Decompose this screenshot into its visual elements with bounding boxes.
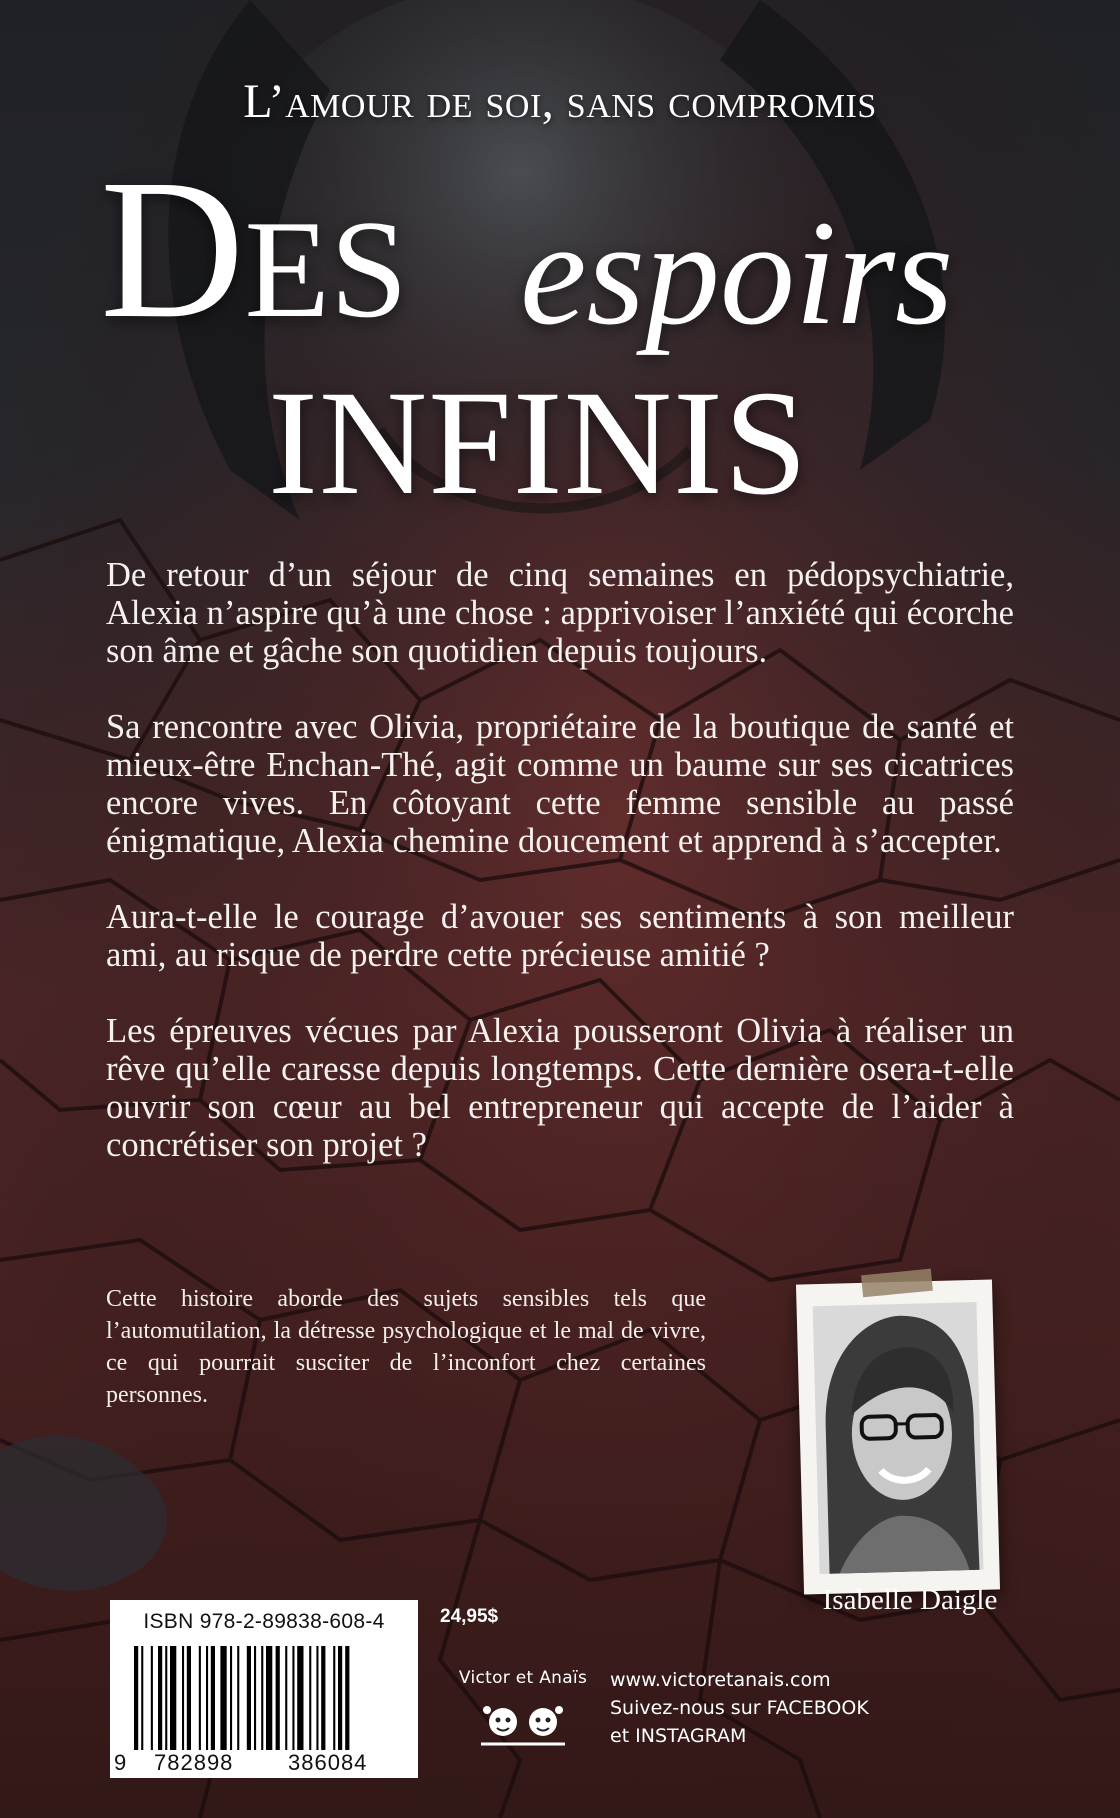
publisher-logo xyxy=(453,1668,593,1768)
title-word-espoirs: espoirs xyxy=(520,190,954,356)
social-line: et INSTAGRAM xyxy=(610,1725,747,1747)
synopsis-paragraph: Les épreuves vécues par Alexia pousseront Olivia à réaliser un rêve qu’elle caresse depuis longtemps. Cette dernière osera-t-elle ouvrir son cœur au bel entrepreneur qui accepte de l’aider à concrétiser son projet ? xyxy=(106,1012,1014,1164)
barcode-bar xyxy=(230,1646,232,1750)
barcode-bar xyxy=(297,1646,303,1750)
barcode-bar xyxy=(199,1646,201,1750)
publisher-website-link[interactable]: www.victoretanais.com xyxy=(610,1669,831,1691)
barcode-bar xyxy=(237,1646,239,1750)
barcode-bar xyxy=(333,1646,335,1750)
barcode-bar xyxy=(292,1646,294,1750)
barcode-bar xyxy=(309,1646,311,1750)
publisher-mascot-icon xyxy=(473,1700,573,1748)
isbn-label: ISBN 978-2-89838-608-4 xyxy=(143,1610,385,1633)
barcode-bar xyxy=(165,1646,167,1750)
barcode-bar xyxy=(158,1646,162,1750)
barcode-bar xyxy=(345,1646,349,1750)
barcode-bar xyxy=(266,1646,272,1750)
barcode-bar xyxy=(151,1646,153,1750)
barcode-bar xyxy=(182,1646,184,1750)
barcode-bar xyxy=(285,1646,287,1750)
barcode-bar xyxy=(170,1646,176,1750)
synopsis-paragraph: Sa rencontre avec Olivia, propriétaire de la boutique de santé et mieux-être Enchan-Thé, agit comme un baume sur ses cicatrices encore vives. En côtoyant cette femme sensible au passé énigmatique, Alexia chemine doucement et apprend à s’accepter. xyxy=(106,708,1014,860)
barcode xyxy=(134,1646,396,1750)
barcode-bar xyxy=(187,1646,191,1750)
title-word-infinis: INFINIS xyxy=(268,360,809,526)
barcode-digits-left: 782898 xyxy=(154,1750,234,1775)
tagline: L’amour de soi, sans compromis xyxy=(243,75,877,128)
barcode-bar xyxy=(141,1646,143,1750)
barcode-bar xyxy=(276,1646,280,1750)
synopsis xyxy=(106,556,1014,1202)
barcode-bar xyxy=(206,1646,208,1750)
barcode-bar xyxy=(316,1646,318,1750)
publisher-name: Victor et Anaïs xyxy=(458,1668,588,1688)
barcode-bar xyxy=(134,1646,138,1750)
barcode-digits-right: 386084 xyxy=(288,1750,368,1775)
barcode-bar xyxy=(211,1646,215,1750)
barcode-bar xyxy=(321,1646,325,1750)
barcode-digit-first: 9 xyxy=(114,1750,128,1775)
title-word-des: Des xyxy=(100,139,408,360)
barcode-bar xyxy=(220,1646,226,1750)
price: 24,95$ xyxy=(440,1606,499,1627)
author-portrait xyxy=(813,1302,984,1574)
social-line: Suivez-nous sur FACEBOOK xyxy=(610,1697,869,1719)
barcode-bar xyxy=(254,1646,256,1750)
synopsis-paragraph: Aura-t-elle le courage d’avouer ses sentiments à son meilleur ami, au risque de perdre cette précieuse amitié ? xyxy=(106,898,1014,974)
synopsis-paragraph: De retour d’un séjour de cinq semaines en pédopsychiatrie, Alexia n’aspire qu’à une chose : apprivoiser l’anxiété qui écorche son âme et gâche son quotidien depuis toujours. xyxy=(106,556,1014,670)
content-warning: Cette histoire aborde des sujets sensibles tels que l’automutilation, la détresse psychologique et le mal de vivre, ce qui pourrait susciter de l’inconfort chez certaines personnes. xyxy=(106,1286,706,1408)
barcode-bar xyxy=(338,1646,342,1750)
barcode-bar xyxy=(247,1646,251,1750)
publisher-contact xyxy=(610,1666,869,1750)
author-photo xyxy=(796,1279,1000,1594)
isbn-barcode-block xyxy=(110,1600,418,1778)
author-name: Isabelle Daigle xyxy=(822,1584,998,1616)
barcode-bar xyxy=(261,1646,263,1750)
